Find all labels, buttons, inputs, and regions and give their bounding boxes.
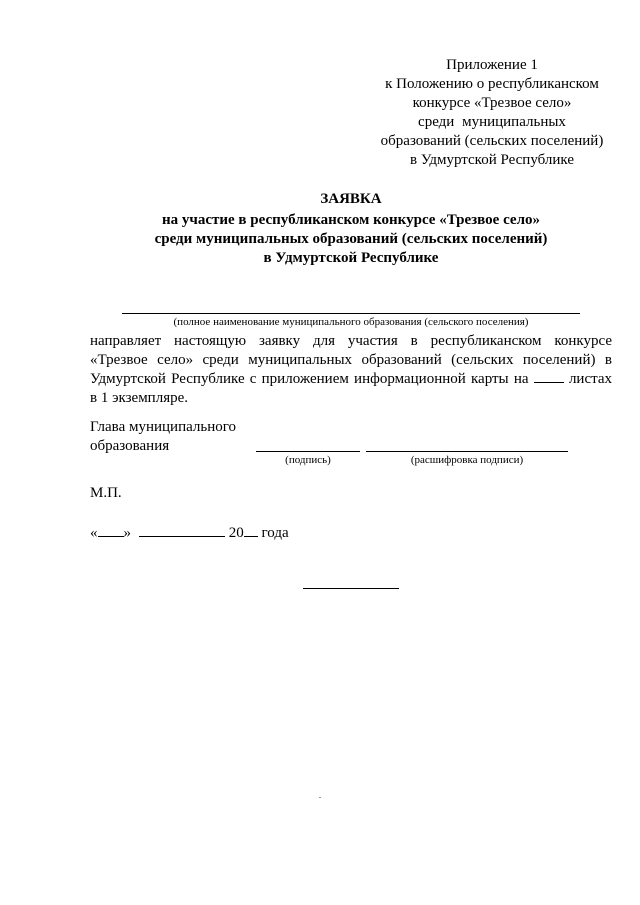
signature-line bbox=[256, 451, 360, 452]
document-title bbox=[90, 190, 612, 268]
year-suffix: года bbox=[261, 525, 289, 541]
signature-caption: (подпись) bbox=[285, 454, 331, 466]
date-open-quote: « bbox=[90, 525, 98, 541]
body-text-fragment: листах bbox=[568, 371, 613, 387]
date-close-quote: » bbox=[123, 525, 131, 541]
body-line: направляет настоящую заявку для участия в республиканском конкурсе bbox=[90, 333, 612, 349]
appendix-line: в Удмуртской Республике bbox=[410, 152, 574, 168]
seal-place-label: М.П. bbox=[90, 485, 122, 501]
day-blank bbox=[98, 522, 124, 537]
head-title-line: Глава муниципального bbox=[90, 419, 237, 435]
appendix-line: среди муниципальных bbox=[418, 114, 566, 130]
head-title-line: образования bbox=[90, 438, 170, 454]
year-prefix: 20 bbox=[228, 525, 244, 541]
application-body bbox=[90, 332, 612, 408]
body-line: «Трезвое село» среди муниципальных образований (сельских поселений) в bbox=[90, 352, 612, 368]
body-line bbox=[90, 370, 612, 389]
closing-separator bbox=[303, 588, 399, 589]
year-blank bbox=[244, 522, 258, 537]
signature-decoding-caption: (расшифровка подписи) bbox=[410, 454, 524, 466]
date-field bbox=[90, 522, 289, 543]
appendix-line: образований (сельских поселений) bbox=[380, 133, 604, 149]
body-text-fragment: Удмуртской Республике с приложением информационной карты на bbox=[90, 371, 529, 387]
head-title-label bbox=[90, 418, 236, 456]
appendix-reference bbox=[360, 56, 624, 170]
title-heading: ЗАЯВКА bbox=[320, 191, 382, 207]
body-line: в 1 экземпляре. bbox=[90, 390, 189, 406]
month-blank bbox=[139, 522, 225, 537]
appendix-line: конкурсе «Трезвое село» bbox=[412, 95, 572, 111]
signature-decoding-line bbox=[366, 451, 568, 452]
applicant-name-caption: (полное наименование муниципального образования (сельского поселения) bbox=[173, 316, 529, 328]
scan-artifact-dot bbox=[319, 797, 321, 798]
appendix-line: к Положению о республиканском bbox=[385, 76, 599, 92]
title-line: в Удмуртской Республике bbox=[263, 250, 439, 266]
title-line: на участие в республиканском конкурсе «Трезвое село» bbox=[162, 212, 540, 228]
appendix-line: Приложение 1 bbox=[446, 57, 538, 73]
applicant-name-line bbox=[122, 313, 580, 314]
title-line: среди муниципальных образований (сельских поселений) bbox=[154, 231, 548, 247]
sheet-count-blank bbox=[534, 370, 564, 383]
